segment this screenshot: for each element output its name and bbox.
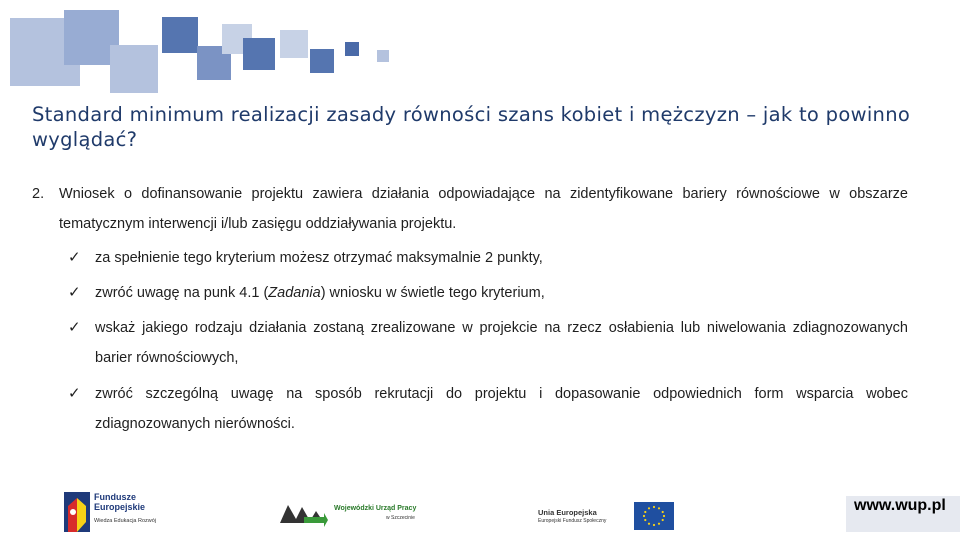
decor-square (310, 49, 334, 73)
decor-square (280, 30, 308, 58)
check-icon: ✓ (68, 284, 81, 301)
decor-square (162, 17, 198, 53)
check-item-text: wskaż jakiego rodzaju działania zostaną zrealizowane w projekcie na rzecz osłabienia lub niwelowania zdiagnozowanych barier równościowych, (95, 320, 908, 366)
fe-line3: Wiedza Edukacja Rozwój (94, 518, 157, 524)
eu-line1: Unia Europejska (538, 508, 597, 517)
wup-line2: w Szczecinie (386, 515, 415, 521)
check-icon: ✓ (68, 319, 81, 336)
check-item-text-part: zwróć uwagę na punk 4.1 ( (95, 285, 269, 301)
eu-line2: Europejski Fundusz Społeczny (538, 518, 607, 524)
fe-line1: Fundusze (94, 492, 136, 502)
check-item (68, 379, 908, 439)
numbered-item (32, 179, 908, 239)
decor-square (110, 45, 158, 93)
check-item-italic: Zadania (268, 285, 321, 301)
eu-flag-icon (634, 502, 674, 530)
check-item (68, 243, 908, 273)
eu-logo (538, 500, 678, 532)
item-text: Wniosek o dofinansowanie projektu zawiera działania odpowiadające na zidentyfikowane bariery równościowe w obszarze tematycznym interwencji i/lub zasięgu oddziaływania projektu. (59, 186, 908, 232)
check-icon: ✓ (68, 385, 81, 402)
website-link[interactable] (846, 496, 960, 532)
fe-star-icon (64, 492, 90, 532)
check-item-text (95, 278, 908, 308)
check-icon: ✓ (68, 249, 81, 266)
decor-square (345, 42, 359, 56)
slide-title: Standard minimum realizacji zasady równości szans kobiet i mężczyzn – jak to powinno wyglądać? (32, 103, 911, 151)
check-item (68, 313, 908, 373)
wup-line1: Wojewódzki Urząd Pracy (334, 505, 417, 512)
fundusze-europejskie-logo (64, 490, 176, 534)
decor-square (377, 50, 389, 62)
decor-square (243, 38, 275, 70)
check-item-text: zwróć szczególną uwagę na sposób rekrutacji do projektu i dopasowanie odpowiednich form wsparcia wobec zdiagnozowanych nierówności. (95, 386, 908, 432)
item-number: 2. (32, 186, 45, 202)
check-item-text-part: ) wniosku w świetle tego kryterium, (320, 285, 545, 301)
fe-line2: Europejskie (94, 502, 146, 512)
wup-emblem-icon (280, 499, 328, 529)
check-item (68, 278, 908, 308)
website-text[interactable]: www.wup.pl (854, 497, 946, 514)
check-item-text: za spełnienie tego kryterium możesz otrzymać maksymalnie 2 punkty, (95, 250, 543, 266)
wup-logo (280, 497, 430, 531)
